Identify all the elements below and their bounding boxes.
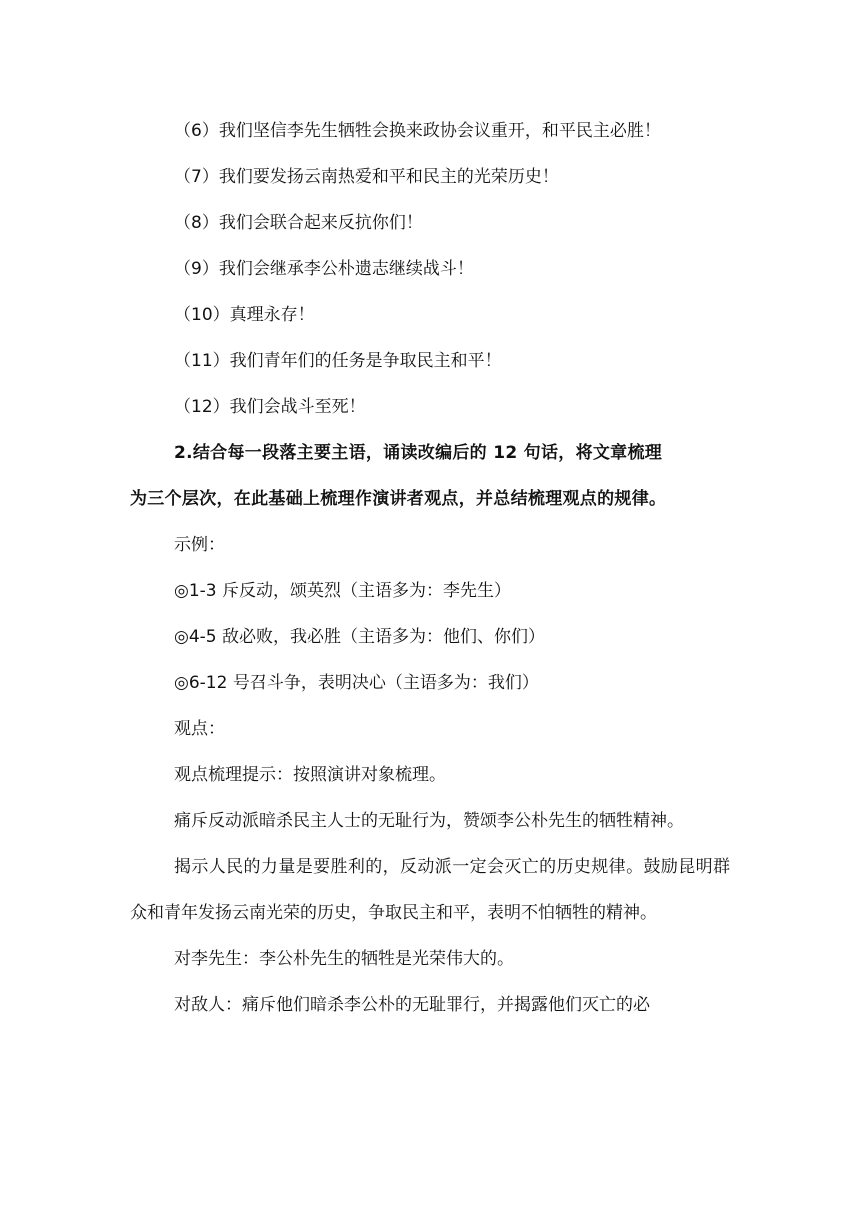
example-label: 示例： <box>174 535 225 555</box>
example-item: ◎6-12 号召斗争，表明决心（主语多为：我们） <box>174 673 539 693</box>
sentence-8: （8）我们会联合起来反抗你们！ <box>174 213 423 233</box>
example-item: ◎1-3 斥反动，颂英烈（主语多为：李先生） <box>174 581 512 601</box>
document-body <box>130 108 730 1028</box>
viewpoint-label: 观点： <box>174 719 225 739</box>
example-item: ◎4-5 敌必败，我必胜（主语多为：他们、你们） <box>174 627 546 647</box>
sentence-12: （12）我们会战斗至死！ <box>174 397 366 417</box>
viewpoint-enemy: 对敌人：痛斥他们暗杀李公朴的无耻罪行，并揭露他们灭亡的必 <box>174 995 650 1015</box>
viewpoint-mr-li: 对李先生：李公朴先生的牺牲是光荣伟大的。 <box>174 949 514 969</box>
sentence-6: （6）我们坚信李先生牺牲会换来政协会议重开，和平民主必胜！ <box>174 121 661 141</box>
sentence-10: （10）真理永存！ <box>174 305 315 325</box>
viewpoint-paragraph-1: 痛斥反动派暗杀民主人士的无耻行为，赞颂李公朴先生的牺牲精神。 <box>174 811 684 831</box>
task-heading-line-1: 2.结合每一段落主要主语，诵读改编后的 12 句话，将文章梳理 <box>174 443 663 463</box>
task-heading-line-2: 为三个层次，在此基础上梳理作演讲者观点，并总结梳理观点的规律。 <box>130 489 667 509</box>
viewpoint-hint: 观点梳理提示：按照演讲对象梳理。 <box>174 765 446 785</box>
sentence-7: （7）我们要发扬云南热爱和平和民主的光荣历史！ <box>174 167 559 187</box>
sentence-9: （9）我们会继承李公朴遗志继续战斗！ <box>174 259 474 279</box>
viewpoint-paragraph-2: 揭示人民的力量是要胜利的，反动派一定会灭亡的历史规律。鼓励昆明群众和青年发扬云南光荣的历史，争取民主和平，表明不怕牺牲的精神。 <box>130 857 730 923</box>
sentence-11: （11）我们青年们的任务是争取民主和平！ <box>174 351 502 371</box>
